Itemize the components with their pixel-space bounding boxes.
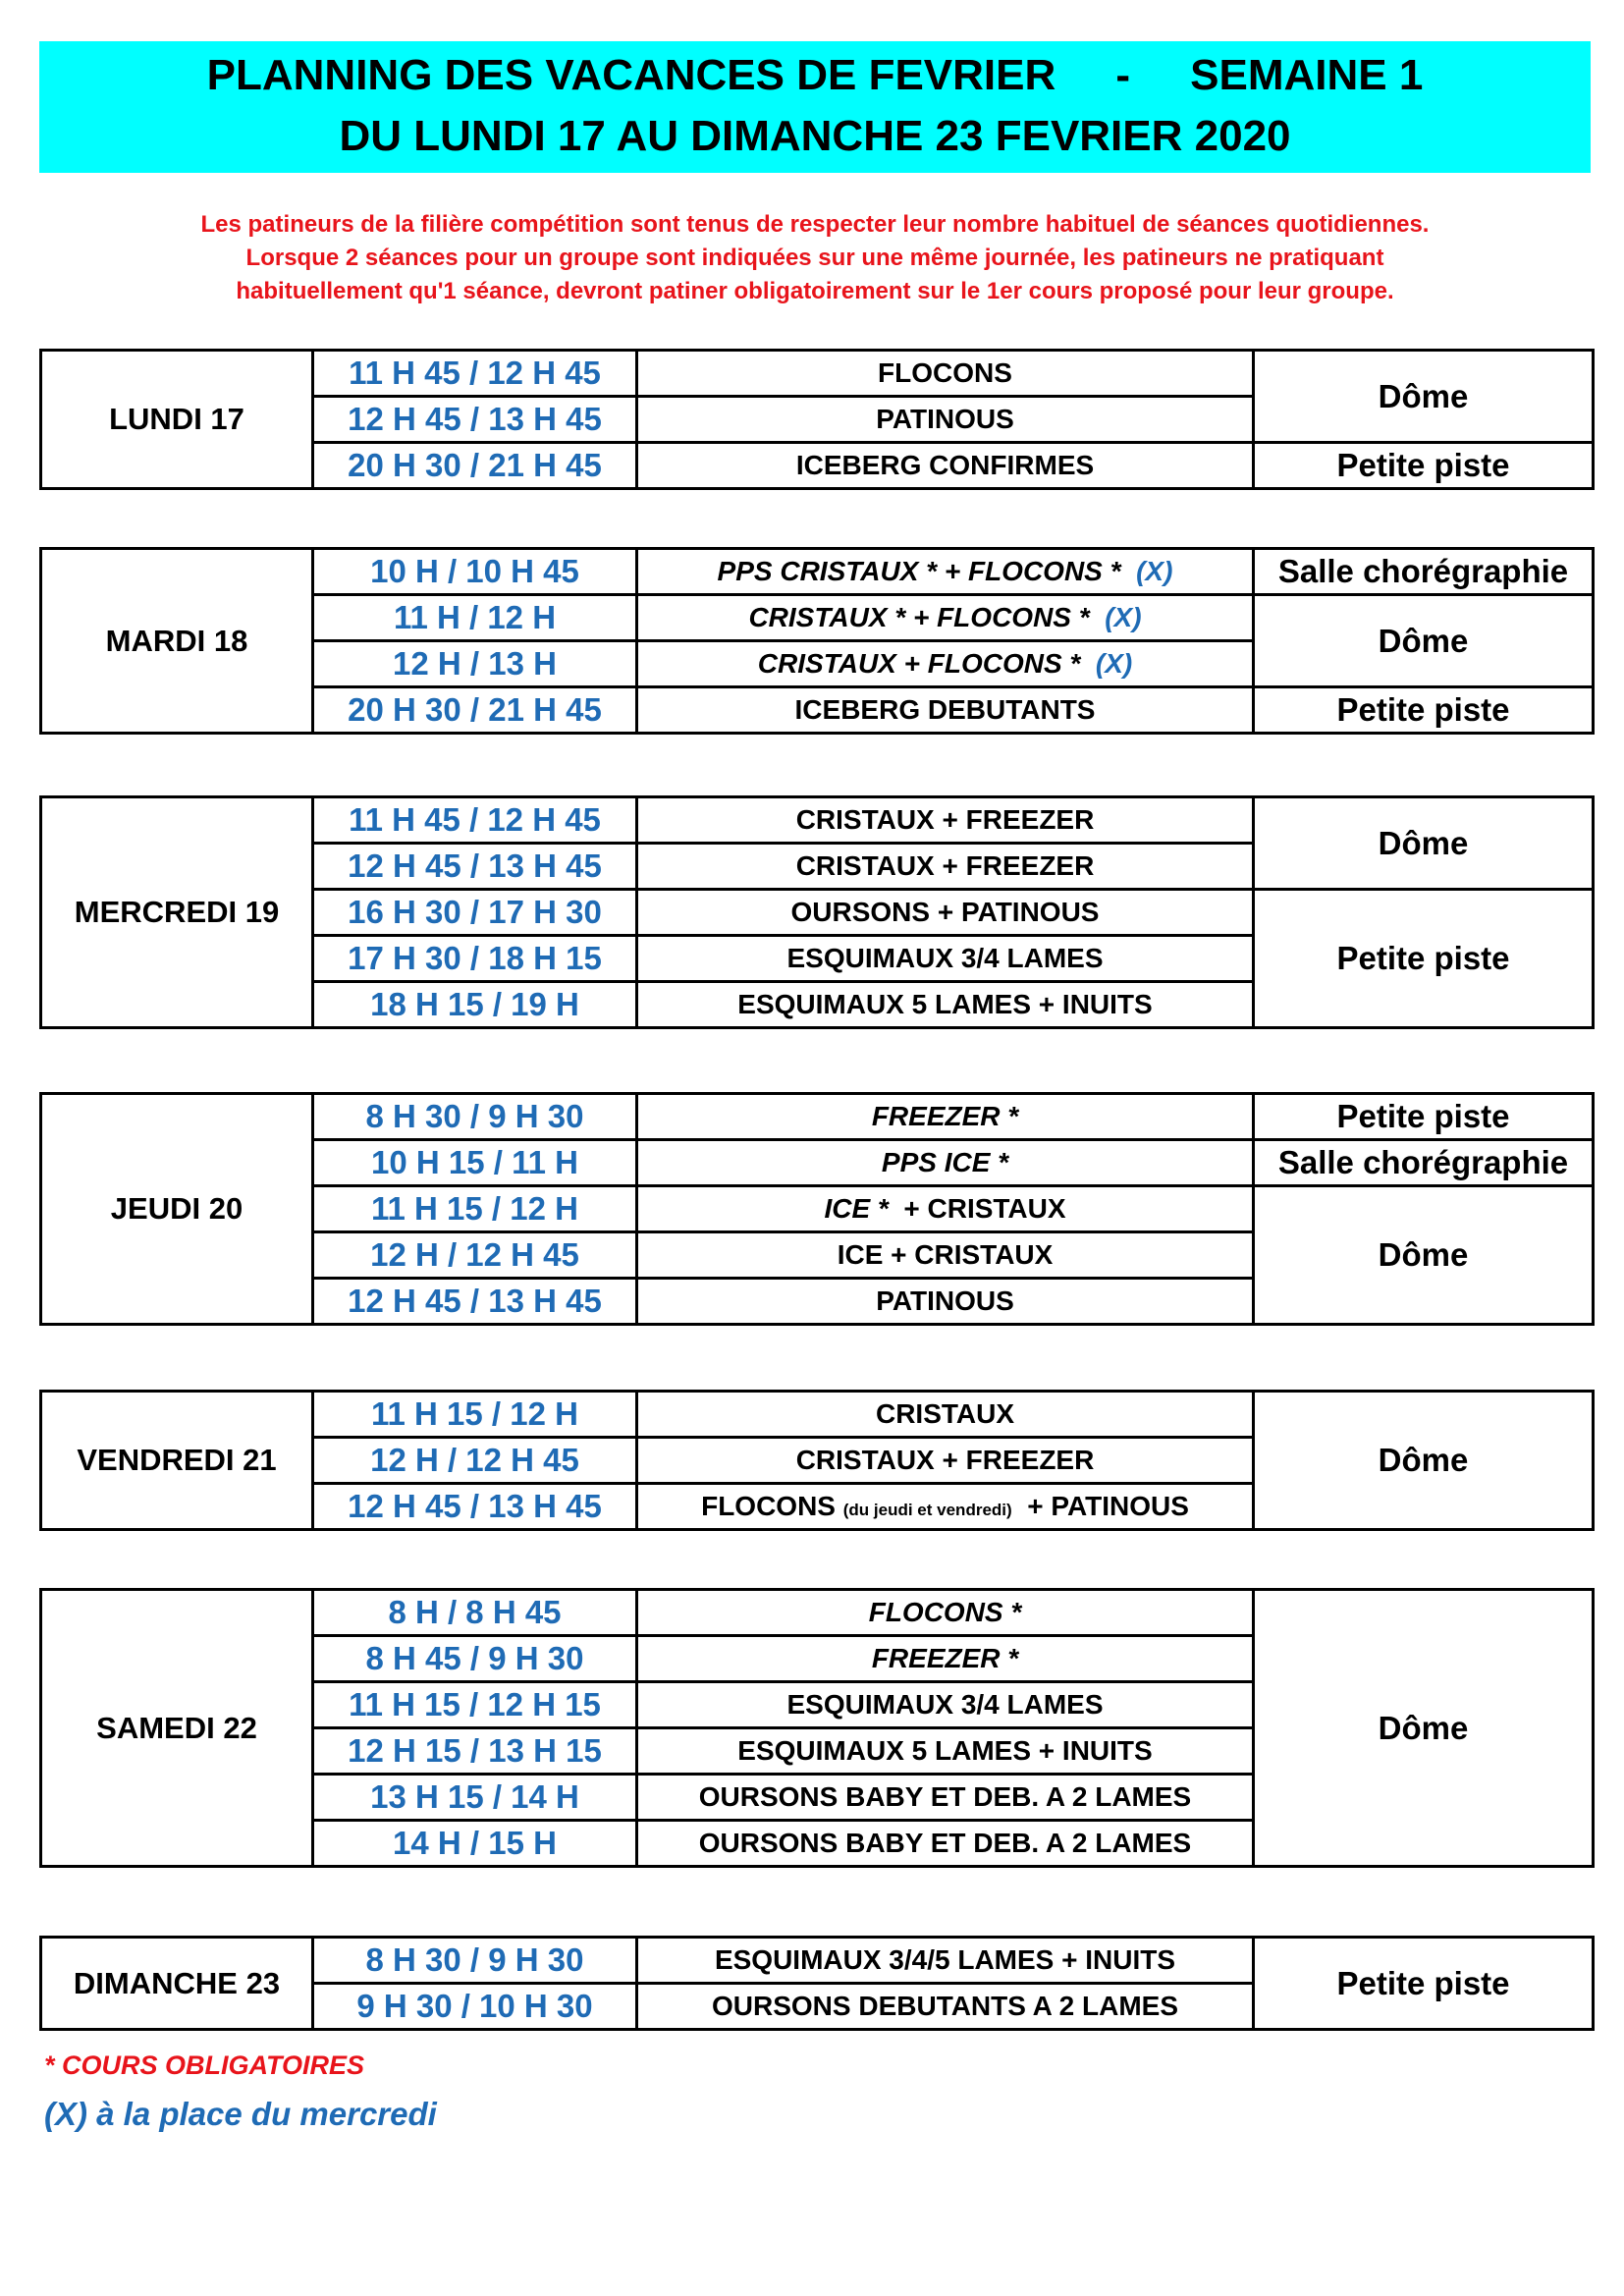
group-name: ESQUIMAUX 3/4 LAMES — [637, 936, 1254, 982]
day-label: JEUDI 20 — [41, 1094, 313, 1325]
table-row — [41, 1094, 1594, 1140]
group-name: ESQUIMAUX 5 LAMES + INUITS — [637, 1728, 1254, 1775]
venue: Dôme — [1254, 1392, 1594, 1530]
group-name: CRISTAUX + FREEZER — [637, 797, 1254, 844]
group-name: FREEZER * — [637, 1636, 1254, 1682]
time-slot: 10 H 15 / 11 H — [313, 1140, 637, 1186]
time-slot: 16 H 30 / 17 H 30 — [313, 890, 637, 936]
group-name: OURSONS BABY ET DEB. A 2 LAMES — [637, 1821, 1254, 1867]
group-name: PATINOUS — [637, 397, 1254, 443]
page-header — [39, 41, 1591, 173]
time-slot: 17 H 30 / 18 H 15 — [313, 936, 637, 982]
notice-line-2: Lorsque 2 séances pour un groupe sont indiquées sur une même journée, les patineurs ne pratiquant — [245, 245, 1384, 271]
time-slot: 12 H 45 / 13 H 45 — [313, 397, 637, 443]
time-slot: 12 H 45 / 13 H 45 — [313, 1279, 637, 1325]
table-row — [41, 549, 1594, 595]
group-cell — [637, 1186, 1254, 1232]
time-slot: 20 H 30 / 21 H 45 — [313, 687, 637, 734]
table-row — [41, 797, 1594, 844]
group-name: ESQUIMAUX 5 LAMES + INUITS — [637, 982, 1254, 1028]
notice-line-3: habituellement qu'1 séance, devront patiner obligatoirement sur le 1er cours proposé pour leur groupe. — [236, 278, 1394, 304]
group-name: CRISTAUX — [637, 1392, 1254, 1438]
group-cell — [637, 595, 1254, 641]
venue: Salle chorégraphie — [1254, 1140, 1594, 1186]
time-slot: 11 H 15 / 12 H — [313, 1186, 637, 1232]
group-name: FLOCONS — [637, 351, 1254, 397]
notice-text — [39, 208, 1591, 308]
venue: Petite piste — [1254, 1094, 1594, 1140]
time-slot: 20 H 30 / 21 H 45 — [313, 443, 637, 489]
day-label: MARDI 18 — [41, 549, 313, 734]
venue: Dôme — [1254, 1590, 1594, 1867]
table-row — [41, 1392, 1594, 1438]
venue: Dôme — [1254, 797, 1594, 890]
group-note: (du jeudi et vendredi) — [842, 1501, 1012, 1519]
legend-mandatory: * COURS OBLIGATOIRES — [44, 2050, 365, 2080]
group-name: FREEZER * — [637, 1094, 1254, 1140]
venue: Dôme — [1254, 1186, 1594, 1325]
venue: Salle chorégraphie — [1254, 549, 1594, 595]
time-slot: 14 H / 15 H — [313, 1821, 637, 1867]
group-name: OURSONS BABY ET DEB. A 2 LAMES — [637, 1775, 1254, 1821]
day-label: LUNDI 17 — [41, 351, 313, 489]
group-name: OURSONS + PATINOUS — [637, 890, 1254, 936]
notice-line-1: Les patineurs de la filière compétition sont tenus de respecter leur nombre habituel de séances quotidiennes. — [200, 211, 1430, 238]
schedule-table-samedi — [39, 1588, 1595, 1868]
group-name: ICEBERG CONFIRMES — [637, 443, 1254, 489]
venue: Dôme — [1254, 351, 1594, 443]
schedule-table-lundi — [39, 349, 1595, 490]
group-name: FLOCONS — [701, 1491, 836, 1521]
time-slot: 11 H 45 / 12 H 45 — [313, 797, 637, 844]
group-cell — [637, 1484, 1254, 1530]
time-slot: 12 H 45 / 13 H 45 — [313, 844, 637, 890]
group-name-extra: + CRISTAUX — [903, 1193, 1066, 1224]
time-slot: 12 H 15 / 13 H 15 — [313, 1728, 637, 1775]
schedule-table-vendredi — [39, 1390, 1595, 1531]
table-row — [41, 1590, 1594, 1636]
schedule-table-mardi — [39, 547, 1595, 735]
time-slot: 12 H / 12 H 45 — [313, 1438, 637, 1484]
group-name: ICEBERG DEBUTANTS — [637, 687, 1254, 734]
time-slot: 12 H / 13 H — [313, 641, 637, 687]
venue: Petite piste — [1254, 687, 1594, 734]
venue: Petite piste — [1254, 443, 1594, 489]
time-slot: 11 H / 12 H — [313, 595, 637, 641]
day-label: VENDREDI 21 — [41, 1392, 313, 1530]
venue: Petite piste — [1254, 1938, 1594, 2030]
header-title: PLANNING DES VACANCES DE FEVRIER - SEMAINE 1 — [206, 51, 1424, 99]
group-name: CRISTAUX + FLOCONS * — [757, 648, 1081, 679]
time-slot: 11 H 15 / 12 H 15 — [313, 1682, 637, 1728]
group-name: PPS CRISTAUX * + FLOCONS * — [717, 556, 1121, 586]
table-row — [41, 351, 1594, 397]
group-name: FLOCONS * — [637, 1590, 1254, 1636]
time-slot: 8 H 30 / 9 H 30 — [313, 1094, 637, 1140]
time-slot: 12 H / 12 H 45 — [313, 1232, 637, 1279]
time-slot: 18 H 15 / 19 H — [313, 982, 637, 1028]
time-slot: 10 H / 10 H 45 — [313, 549, 637, 595]
group-name: CRISTAUX + FREEZER — [637, 844, 1254, 890]
time-slot: 11 H 45 / 12 H 45 — [313, 351, 637, 397]
substitution-mark: (X) — [1105, 602, 1142, 632]
substitution-mark: (X) — [1136, 556, 1173, 586]
group-cell — [637, 549, 1254, 595]
legend-substitution: (X) à la place du mercredi — [44, 2096, 437, 2132]
time-slot: 8 H / 8 H 45 — [313, 1590, 637, 1636]
day-label: SAMEDI 22 — [41, 1590, 313, 1867]
venue: Dôme — [1254, 595, 1594, 687]
group-name: ICE * — [824, 1193, 889, 1224]
schedule-table-mercredi — [39, 795, 1595, 1029]
group-name: ICE + CRISTAUX — [637, 1232, 1254, 1279]
table-row — [41, 1938, 1594, 1984]
time-slot: 8 H 30 / 9 H 30 — [313, 1938, 637, 1984]
schedule-table-jeudi — [39, 1092, 1595, 1326]
group-name: ESQUIMAUX 3/4 LAMES — [637, 1682, 1254, 1728]
group-name: CRISTAUX + FREEZER — [637, 1438, 1254, 1484]
group-name-extra: + PATINOUS — [1027, 1491, 1189, 1521]
time-slot: 12 H 45 / 13 H 45 — [313, 1484, 637, 1530]
group-cell — [637, 641, 1254, 687]
day-label: MERCREDI 19 — [41, 797, 313, 1028]
time-slot: 8 H 45 / 9 H 30 — [313, 1636, 637, 1682]
group-name: OURSONS DEBUTANTS A 2 LAMES — [637, 1984, 1254, 2030]
group-name: ESQUIMAUX 3/4/5 LAMES + INUITS — [637, 1938, 1254, 1984]
group-name: PATINOUS — [637, 1279, 1254, 1325]
time-slot: 11 H 15 / 12 H — [313, 1392, 637, 1438]
header-dates: DU LUNDI 17 AU DIMANCHE 23 FEVRIER 2020 — [339, 112, 1291, 160]
group-name: PPS ICE * — [637, 1140, 1254, 1186]
time-slot: 9 H 30 / 10 H 30 — [313, 1984, 637, 2030]
venue: Petite piste — [1254, 890, 1594, 1028]
group-name: CRISTAUX * + FLOCONS * — [748, 602, 1090, 632]
time-slot: 13 H 15 / 14 H — [313, 1775, 637, 1821]
day-label: DIMANCHE 23 — [41, 1938, 313, 2030]
schedule-table-dimanche — [39, 1936, 1595, 2031]
substitution-mark: (X) — [1095, 648, 1133, 679]
